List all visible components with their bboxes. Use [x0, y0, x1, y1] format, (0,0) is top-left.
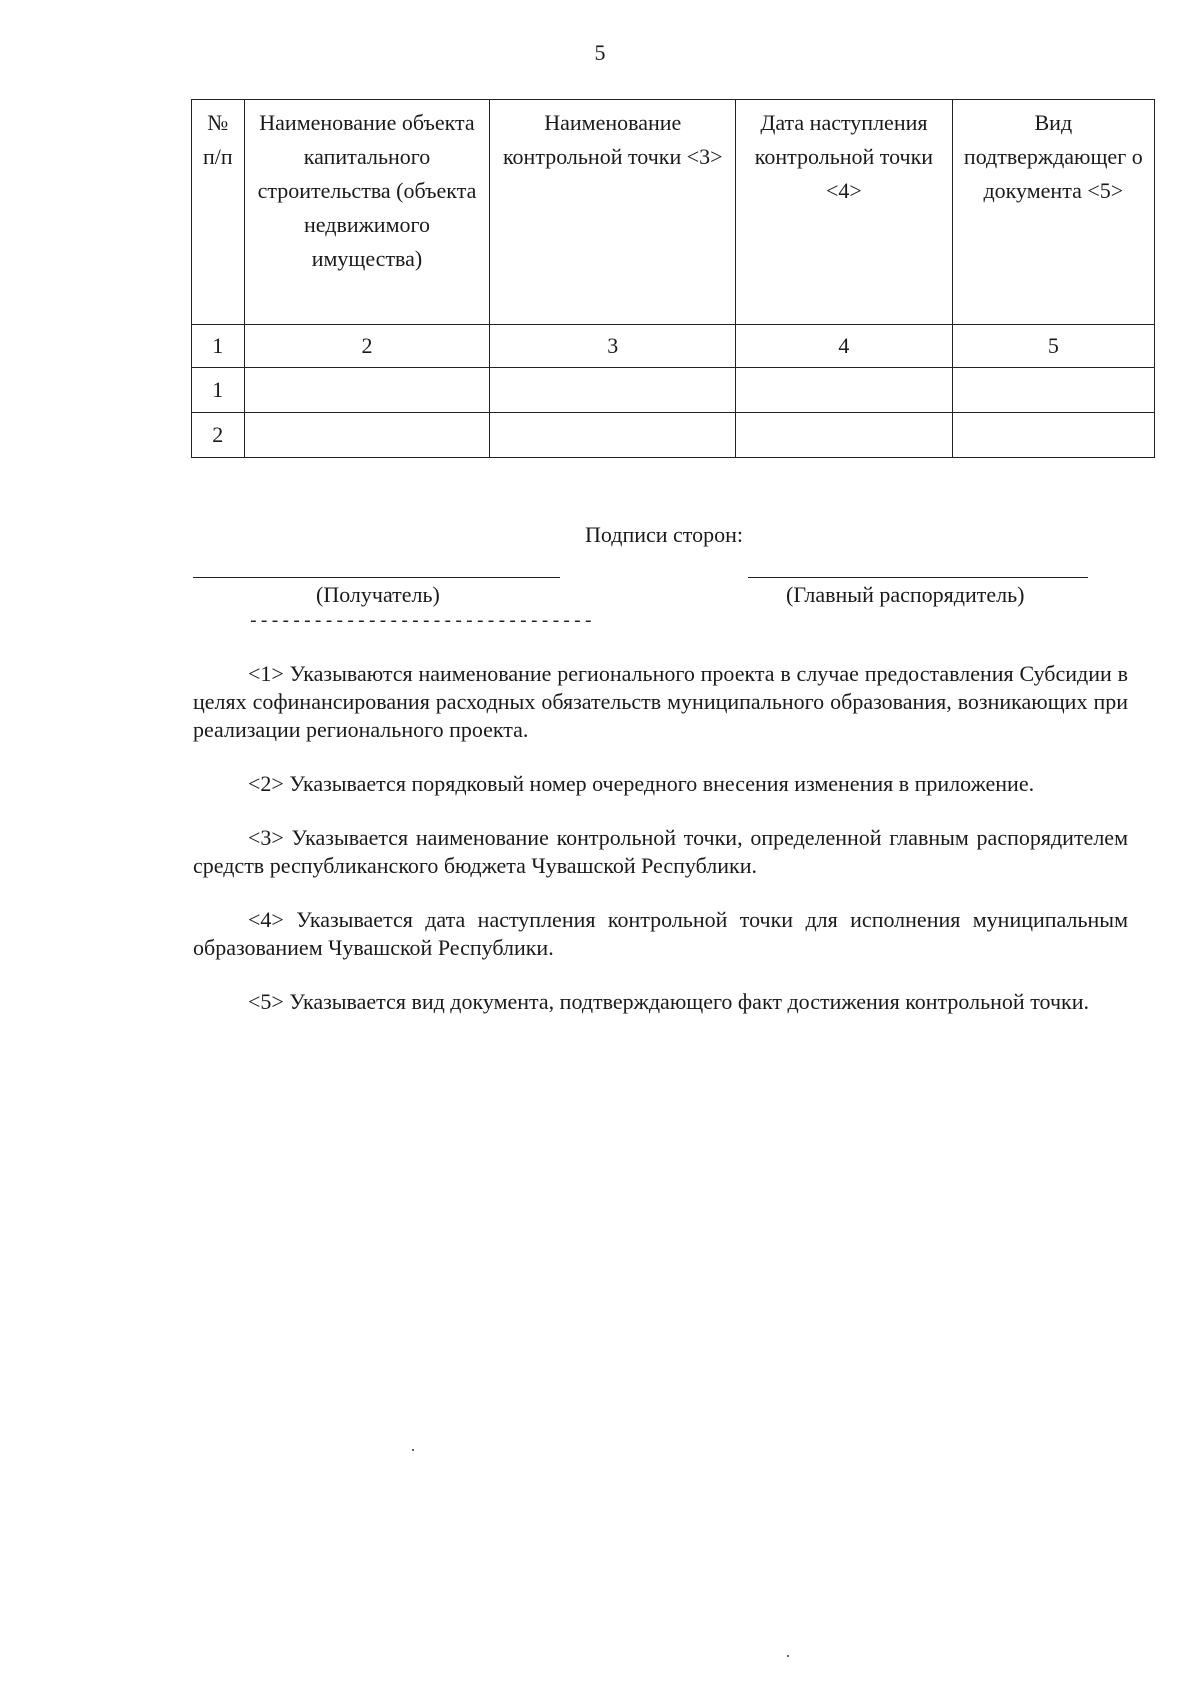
table-cell	[736, 368, 952, 413]
page-number: 5	[594, 40, 606, 65]
header-cell-checkpoint-date: Дата наступления контрольной точки <4>	[736, 100, 952, 325]
table-cell	[736, 413, 952, 458]
table-cell: 2	[192, 413, 245, 458]
header-cell-number: № п/п	[192, 100, 245, 325]
header-cell-checkpoint-name: Наименование контрольной точки <3>	[490, 100, 736, 325]
table-cell: 1	[192, 368, 245, 413]
chief-manager-signature-line	[748, 577, 1088, 578]
recipient-signature-line	[193, 577, 560, 578]
signatures-title: Подписи сторон:	[585, 522, 744, 547]
milestones-table	[191, 99, 1155, 458]
column-number-cell: 1	[192, 325, 245, 368]
column-number-cell: 2	[244, 325, 490, 368]
column-number-cell: 3	[490, 325, 736, 368]
column-number-cell: 4	[736, 325, 952, 368]
footnote-3: <3> Указывается наименование контрольной точки, определенной главным распорядителем средств республиканского бюджета Чувашской Республики.	[193, 825, 1128, 878]
footnote-1: <1> Указываются наименование регионального проекта в случае предоставления Субсидии в целях софинансирования расходных обязательств муниципального образования, возникающих при реализации регионального проекта.	[193, 661, 1128, 742]
footnote-2: <2> Указывается порядковый номер очередного внесения изменения в приложение.	[248, 771, 1035, 796]
chief-manager-label: (Главный распорядитель)	[786, 582, 1025, 607]
column-number-row	[192, 325, 1155, 368]
footnote-4: <4> Указывается дата наступления контрольной точки для исполнения муниципальным образованием Чувашской Республики.	[193, 907, 1128, 960]
footnote-separator: --------------------------------	[248, 612, 594, 632]
table-header-row	[192, 100, 1155, 325]
table-cell	[952, 413, 1154, 458]
table-row	[192, 413, 1155, 458]
table-cell	[244, 413, 490, 458]
table-cell	[490, 368, 736, 413]
header-cell-object-name: Наименование объекта капитального строительства (объекта недвижимого имущества)	[244, 100, 490, 325]
table-cell	[490, 413, 736, 458]
scan-speck	[412, 1449, 414, 1451]
table-cell	[952, 368, 1154, 413]
footnotes	[193, 660, 1128, 1042]
table-row	[192, 368, 1155, 413]
recipient-label: (Получатель)	[316, 582, 440, 607]
column-number-cell: 5	[952, 325, 1154, 368]
footnote-5: <5> Указывается вид документа, подтверждающего факт достижения контрольной точки.	[248, 989, 1089, 1014]
scan-speck	[787, 1655, 789, 1657]
table-cell	[244, 368, 490, 413]
header-cell-document-type: Вид подтверждающег о документа <5>	[952, 100, 1154, 325]
